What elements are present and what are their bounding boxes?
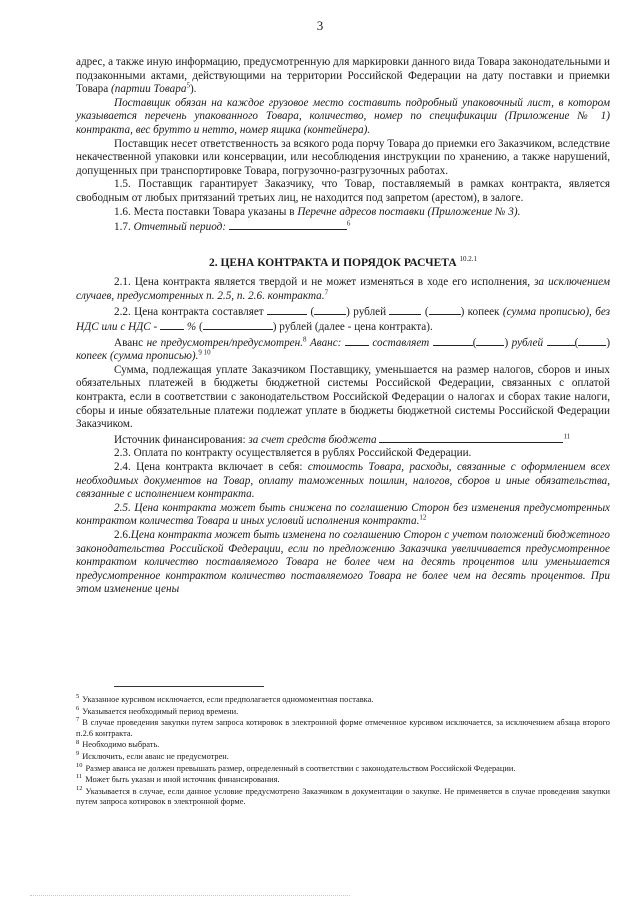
clause-number: 2.6. xyxy=(114,529,131,541)
paragraph-marking xyxy=(76,56,610,97)
clause-number: 1.7. xyxy=(114,221,134,234)
italic-text: (партии Товара xyxy=(111,83,187,96)
clause-1-5: 1.5. Поставщик гарантирует Заказчику, что Товар, поставляемый в рамках контракта, является свободным от любых притязаний третьих лиц, не находится под запретом (арестом), в залоге. xyxy=(76,178,610,204)
italic-text: Аванс: xyxy=(309,336,342,349)
footnote xyxy=(76,784,610,808)
italic-text: копеек (сумма прописью). xyxy=(76,350,199,363)
blank-line xyxy=(229,219,347,230)
italic-text: за счет средств бюджета xyxy=(248,433,377,446)
footnote-ref: 8 xyxy=(302,334,307,343)
paragraph-text: Источник финансирования: xyxy=(114,433,249,446)
heading-text: 2. ЦЕНА КОНТРАКТА И ПОРЯДОК РАСЧЕТА xyxy=(208,256,457,269)
blank-line xyxy=(379,432,563,443)
blank-line xyxy=(429,304,461,315)
footnotes xyxy=(76,695,610,809)
italic-text: 2.5. Цена контракта может быть снижена по соглашению Сторон без изменения предусмотренных контрактом количества Товара и иных условий исполнения контракта. xyxy=(76,501,610,528)
paragraph-text: копеек xyxy=(467,305,500,318)
footnote-ref: 6 xyxy=(346,219,351,228)
advance-clause: Аванс не предусмотрен/предусмотрен.$^8$ Аванс: составляет ( ) рублей ( ) копеек (сумма прописью).$^{9 10}$ xyxy=(76,334,611,363)
clause-2-3: 2.3. Оплата по контракту осуществляется в рублях Российской Федерации. xyxy=(114,447,472,460)
blank-line xyxy=(160,319,184,330)
blank-line xyxy=(476,335,504,346)
scan-artifact-line xyxy=(30,895,350,896)
footnote-text: Необходимо выбрать. xyxy=(82,740,160,750)
footnote xyxy=(76,752,610,763)
blank-line xyxy=(314,304,346,315)
italic-text: Отчетный период: xyxy=(133,221,227,234)
footnote-number: 9 xyxy=(76,750,80,758)
footnote xyxy=(76,695,610,706)
paragraph-packing-list: Поставщик обязан на каждое грузовое место составить подробный упаковочный лист, в котором указывается перечень упакованного Товара, количество, номер по спецификации (Приложение № 1) контракта, вес брутто и нетто, номер ящика (контейнера). xyxy=(76,96,610,136)
italic-text: рублей xyxy=(511,336,544,349)
footnote-text: В случае проведения закупки путем запроса котировок в электронной форме отмеченное курсивом исключается, за исключением абзаца второго п.2.6 контракта. xyxy=(76,718,610,738)
footnote-number: 8 xyxy=(76,738,80,746)
footnote-ref: 11 xyxy=(563,432,571,441)
blank-line xyxy=(578,335,606,346)
italic-text: не предусмотрен/предусмотрен. xyxy=(146,336,303,349)
footnote xyxy=(76,718,610,739)
section-heading xyxy=(76,254,610,271)
blank-line xyxy=(547,335,575,346)
paragraph-text: ). xyxy=(189,83,197,96)
footnote-number: 7 xyxy=(76,716,80,724)
footnote xyxy=(76,704,610,718)
footnote-separator xyxy=(114,686,264,687)
italic-text: Перечне адресов поставки (Приложение № 3). xyxy=(297,205,521,218)
footnote-ref: 7 xyxy=(324,288,329,297)
funding-source xyxy=(76,432,610,448)
italic-text: стоимость Товара, расходы, связанные с оформлением всех необходимых документов на Товар, оплату таможенных пошлин, налогов, сборов и иные обязательства, связанные с исполнением контракта. xyxy=(76,461,610,501)
clause-2-2: 2.2. Цена контракта составляет ( ) рублей ( ) копеек (сумма прописью), без НДС или с НДС - % ( ) рублей (далее - цена контракта). xyxy=(76,305,611,334)
footnote-number: 5 xyxy=(76,693,80,701)
footnote-ref: 9 10 xyxy=(198,348,211,357)
blank-line xyxy=(203,319,273,330)
paragraph-text: Аванс xyxy=(114,336,144,349)
blank-line xyxy=(267,304,307,315)
clause-1-6 xyxy=(76,206,610,220)
paragraph-text: рублей (далее - цена контракта). xyxy=(279,321,433,334)
italic-text: составляет xyxy=(372,336,430,349)
footnote-number: 11 xyxy=(76,773,83,781)
paragraph-text: 2.1. Цена контракта является твердой и не может изменяться в ходе его исполнения, xyxy=(114,276,535,289)
clause-1-7 xyxy=(76,219,610,235)
blank-line xyxy=(389,304,421,315)
paragraph-text: адрес, а также иную информацию, предусмотренную для маркировки данного вида Товара законодательными и подзаконными актами, действующими на территории Российской Федерации на дату поставки и приемки Товара xyxy=(76,56,610,96)
footnote-ref: 10.2.1 xyxy=(459,254,478,263)
clause-2-6 xyxy=(76,529,610,597)
paragraph-text: 2.2. Цена контракта составляет xyxy=(114,305,264,318)
italic-text: Цена контракта может быть изменена по соглашению Сторон с учетом положений бюджетного законодательства Российской Федерации, если по предложению Заказчика увеличивается предусмотренное контрактом количество поставляемого Товара не более чем на десять процентов или уменьшается предусмотренное контрактом количество поставляемого Товара не более чем на десять процентов. При этом изменение цены xyxy=(76,529,610,596)
footnote-text: Указывается необходимый период времени. xyxy=(82,706,239,716)
clause-2-5 xyxy=(76,502,610,529)
footnote-text: Размер аванса не должен превышать размер, определенный в соответствии с законодательством Российской Федерации. xyxy=(85,763,516,773)
italic-text: (сумма прописью), без НДС или с НДС - xyxy=(76,305,611,334)
footnote-text: Указанное курсивом исключается, если предполагается одномоментная поставка. xyxy=(82,695,374,704)
italic-text: % xyxy=(186,321,197,334)
contract-text xyxy=(76,56,610,597)
clause-2-4 xyxy=(76,461,610,502)
footnote-text: Указывается в случае, если данное условие предусмотрено Заказчиком в документации о закупке. Не применяется в случае проведения закупки путем запроса котировок в электронной форме. xyxy=(76,786,610,807)
paragraph-supplier-liability: Поставщик несет ответственность за всякого рода порчу Товара до приемки его Заказчиком, вследствие некачественной упаковки или консервации, или несоблюдения инструкции по хранению, а также нарушений, допущенных при транспортировке Товара, погрузочно-разгрузочных работах. xyxy=(76,137,610,177)
italic-text: за исключением случаев, предусмотренных п. 2.5, п. 2.6. контракта. xyxy=(76,276,610,302)
footnote xyxy=(76,740,610,751)
blank-line xyxy=(345,335,369,346)
footnote-text: Исключить, если аванс не предусмотрен. xyxy=(82,751,229,761)
footnote xyxy=(76,775,610,786)
paragraph-text: 1.6. Места поставки Товара указаны в xyxy=(114,205,298,218)
footnote-number: 10 xyxy=(76,761,83,769)
paragraph-text: 2.4. Цена контракта включает в себя: xyxy=(114,461,308,474)
clause-2-1 xyxy=(76,276,610,303)
footnote xyxy=(76,761,610,775)
footnote-number: 6 xyxy=(76,704,80,712)
footnote-ref: 12 xyxy=(419,513,427,522)
footnote-number: 12 xyxy=(76,784,83,792)
page-number: 3 xyxy=(316,18,324,33)
blank-line xyxy=(433,335,473,346)
paragraph-text: рублей xyxy=(353,305,387,318)
footnote-ref: 5 xyxy=(186,81,190,90)
paragraph-taxes: Сумма, подлежащая уплате Заказчиком Поставщику, уменьшается на размер налогов, сборов и иных обязательных платежей в бюджеты бюджетной системы Российской Федерации, связанных с оплатой контракта, если в соответствии с законодательством Российской Федерации о налогах и сборах такие налоги, сборы и иные обязательные платежи подлежат уплате в бюджеты бюджетной системы Российской Федерации Заказчиком. xyxy=(76,363,610,431)
footnote-text: Может быть указан и иной источник финансирования. xyxy=(85,775,280,785)
